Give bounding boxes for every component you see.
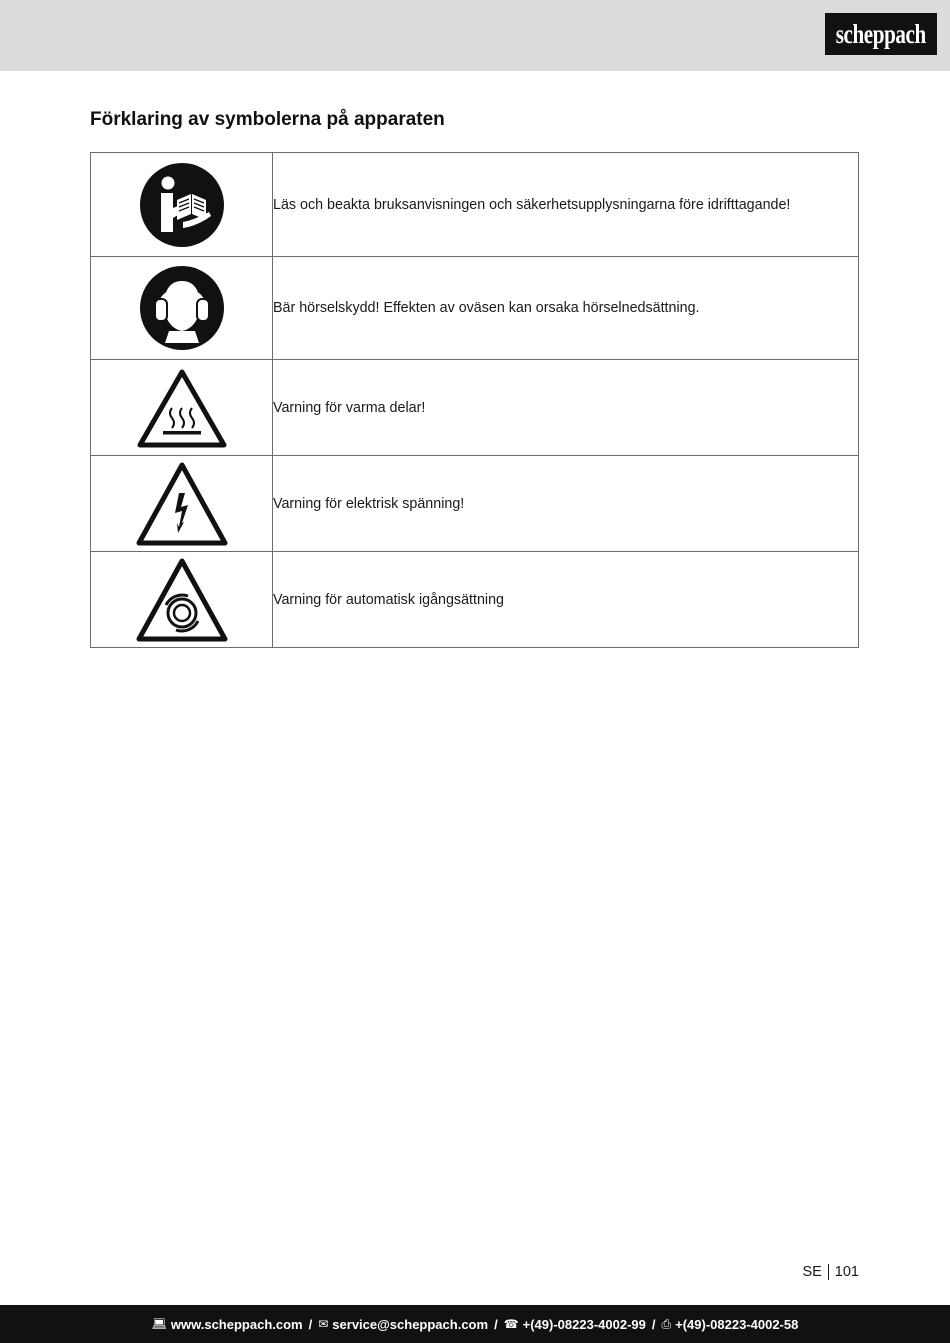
language-code: SE — [802, 1264, 822, 1280]
read-manual-icon — [139, 162, 225, 248]
symbol-description: Varning för varma delar! — [273, 360, 859, 456]
header-band — [0, 0, 950, 71]
table-row — [91, 552, 859, 648]
table-row — [91, 360, 859, 456]
divider: / — [494, 1316, 498, 1332]
separator — [828, 1264, 829, 1280]
phone-icon: ☎ — [503, 1317, 519, 1331]
ear-protection-icon — [139, 265, 225, 351]
website-link[interactable]: www.scheppach.com — [170, 1316, 303, 1332]
divider: / — [308, 1316, 313, 1332]
fax-icon: ⎙ — [661, 1316, 672, 1331]
section-title: Förklaring av symbolerna på apparaten — [90, 109, 445, 130]
table-row — [91, 153, 859, 257]
laptop-icon: 💻︎ — [151, 1317, 167, 1331]
phone-number[interactable]: +(49)-08223-4002-99 — [522, 1316, 646, 1332]
scheppach-logo: scheppach — [825, 13, 937, 55]
automatic-start-warning-icon — [136, 557, 228, 643]
page-number — [802, 1264, 859, 1280]
table-row — [91, 456, 859, 552]
electric-voltage-warning-icon — [136, 461, 228, 547]
email-link[interactable]: service@scheppach.com — [332, 1316, 489, 1332]
fax-number: +(49)-08223-4002-58 — [675, 1316, 799, 1332]
divider: / — [651, 1316, 656, 1332]
symbol-description: Läs och beakta bruksanvisningen och säkerhetsupplysningarna före idrifttagande! — [273, 153, 859, 257]
symbol-description: Varning för elektrisk spänning! — [273, 456, 859, 552]
symbols-table — [90, 152, 859, 648]
symbol-description: Varning för automatisk igångsättning — [273, 552, 859, 648]
page-number-value: 101 — [834, 1264, 859, 1280]
table-row — [91, 257, 859, 360]
hot-surface-warning-icon — [137, 368, 227, 448]
email-icon: ✉ — [318, 1317, 329, 1331]
footer-bar — [0, 1305, 950, 1343]
symbol-description: Bär hörselskydd! Effekten av oväsen kan orsaka hörselnedsättning. — [273, 257, 859, 360]
